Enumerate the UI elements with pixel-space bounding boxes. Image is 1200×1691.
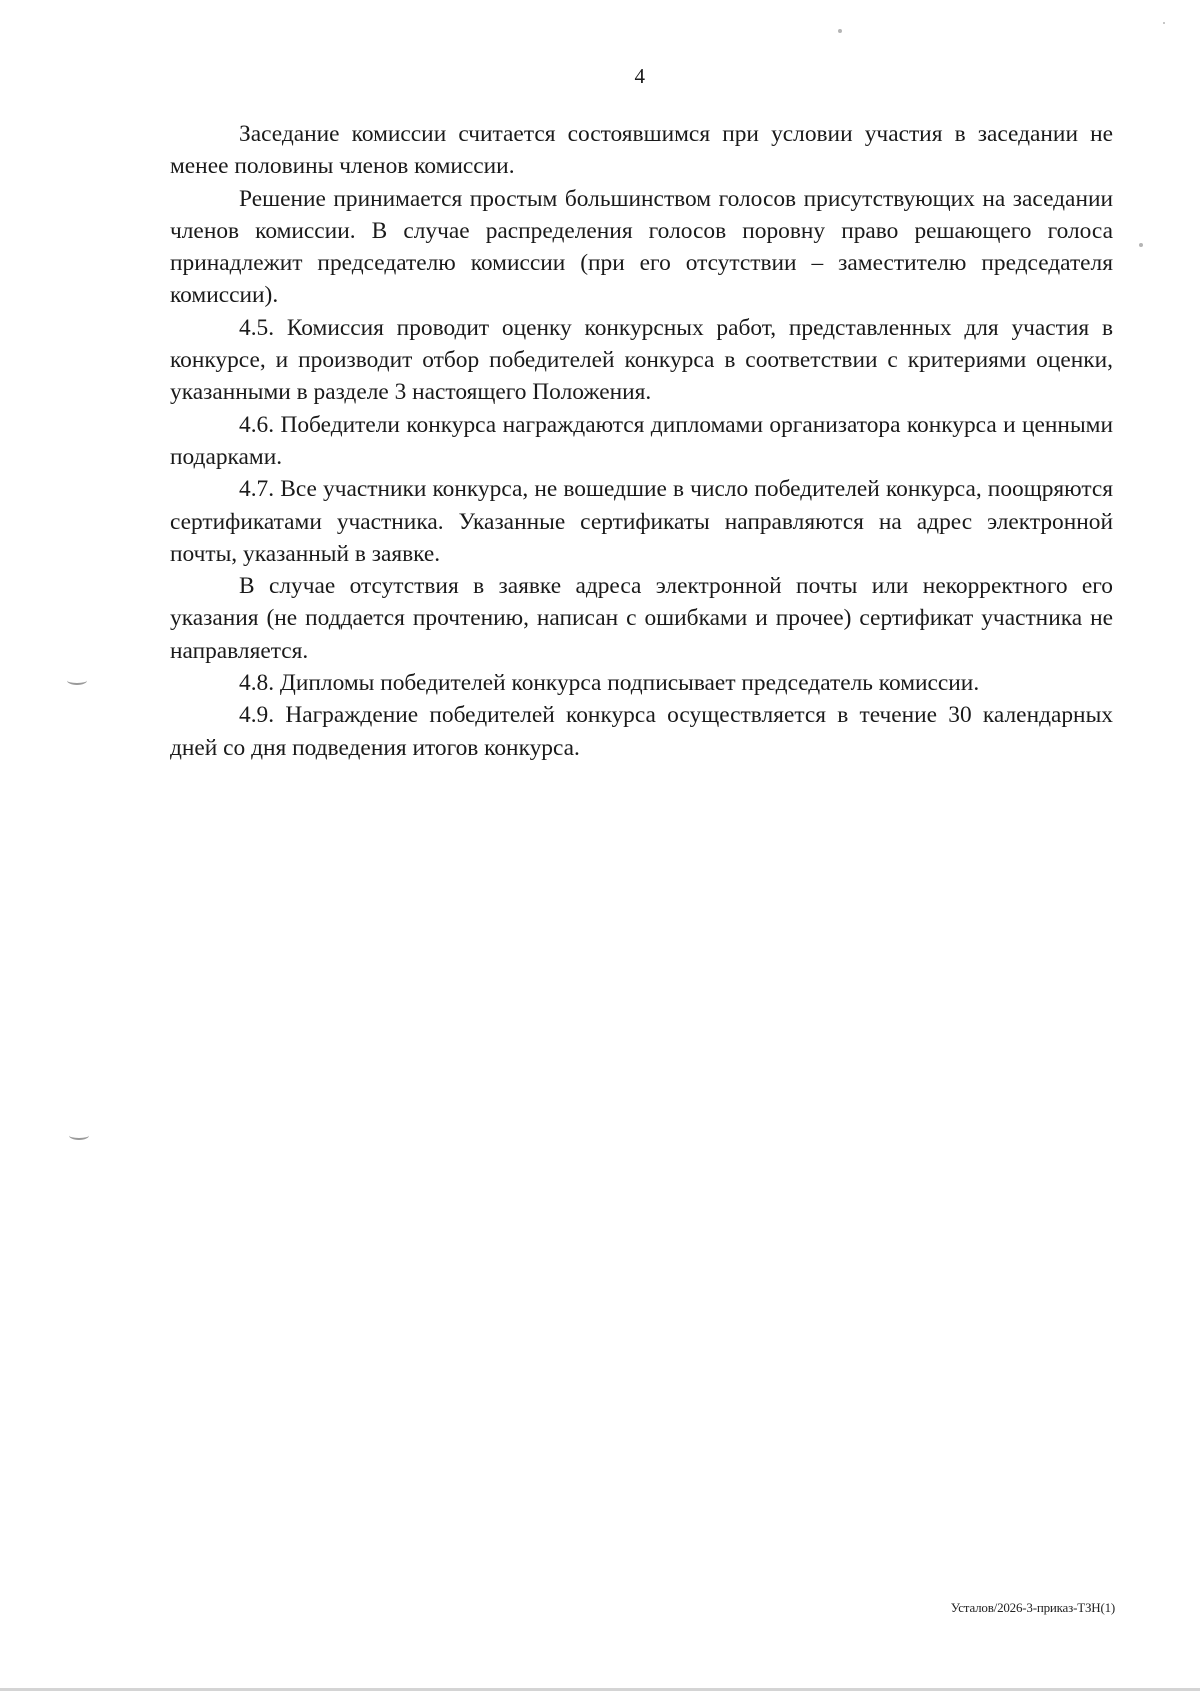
scan-artifact bbox=[69, 1131, 89, 1140]
scan-speck bbox=[1139, 243, 1143, 247]
paragraph-4-7: 4.7. Все участники конкурса, не вошедшие в число победителей конкурса, поощряются сертификатами участника. Указанные сертификаты направляются на адрес электронной почты, указанный в заявке. bbox=[170, 476, 1113, 567]
scan-artifact bbox=[67, 676, 87, 685]
paragraph-4-5: 4.5. Комиссия проводит оценку конкурсных работ, представленных для участия в конкурсе, и производит отбор победителей конкурса в соответствии с критериями оценки, указанными в разделе 3 настоящего Положения. bbox=[170, 314, 1113, 406]
document-footer-code: Усталов/2026-3-приказ-ТЗН(1) bbox=[950, 1600, 1115, 1615]
paragraph-quorum: Заседание комиссии считается состоявшимся при условии участия в заседании не менее половины членов комиссии. bbox=[170, 121, 1113, 180]
paragraph-4-9: 4.9. Награждение победителей конкурса осуществляется в течение 30 календарных дней со дня подведения итогов конкурса. bbox=[170, 702, 1113, 761]
paragraph-4-6: 4.6. Победители конкурса награждаются дипломами организатора конкурса и ценными подарками. bbox=[170, 411, 1113, 470]
paragraph-certificate: В случае отсутствия в заявке адреса электронной почты или некорректного его указания (не поддается прочтению, написан с ошибками и прочее) сертификат участника не направляется. bbox=[170, 573, 1113, 664]
page-number: 4 bbox=[634, 64, 646, 88]
paragraph-4-8: 4.8. Дипломы победителей конкурса подписывает председатель комиссии. bbox=[239, 670, 980, 697]
scan-speck bbox=[1163, 22, 1165, 24]
paragraph-decision: Решение принимается простым большинством голосов присутствующих на заседании членов комиссии. В случае распределения голосов поровну право решающего голоса принадлежит председателю комиссии (при его отсутствии – заместителю председателя комиссии). bbox=[170, 185, 1113, 309]
document-body bbox=[170, 118, 1113, 764]
scan-speck bbox=[838, 29, 842, 33]
